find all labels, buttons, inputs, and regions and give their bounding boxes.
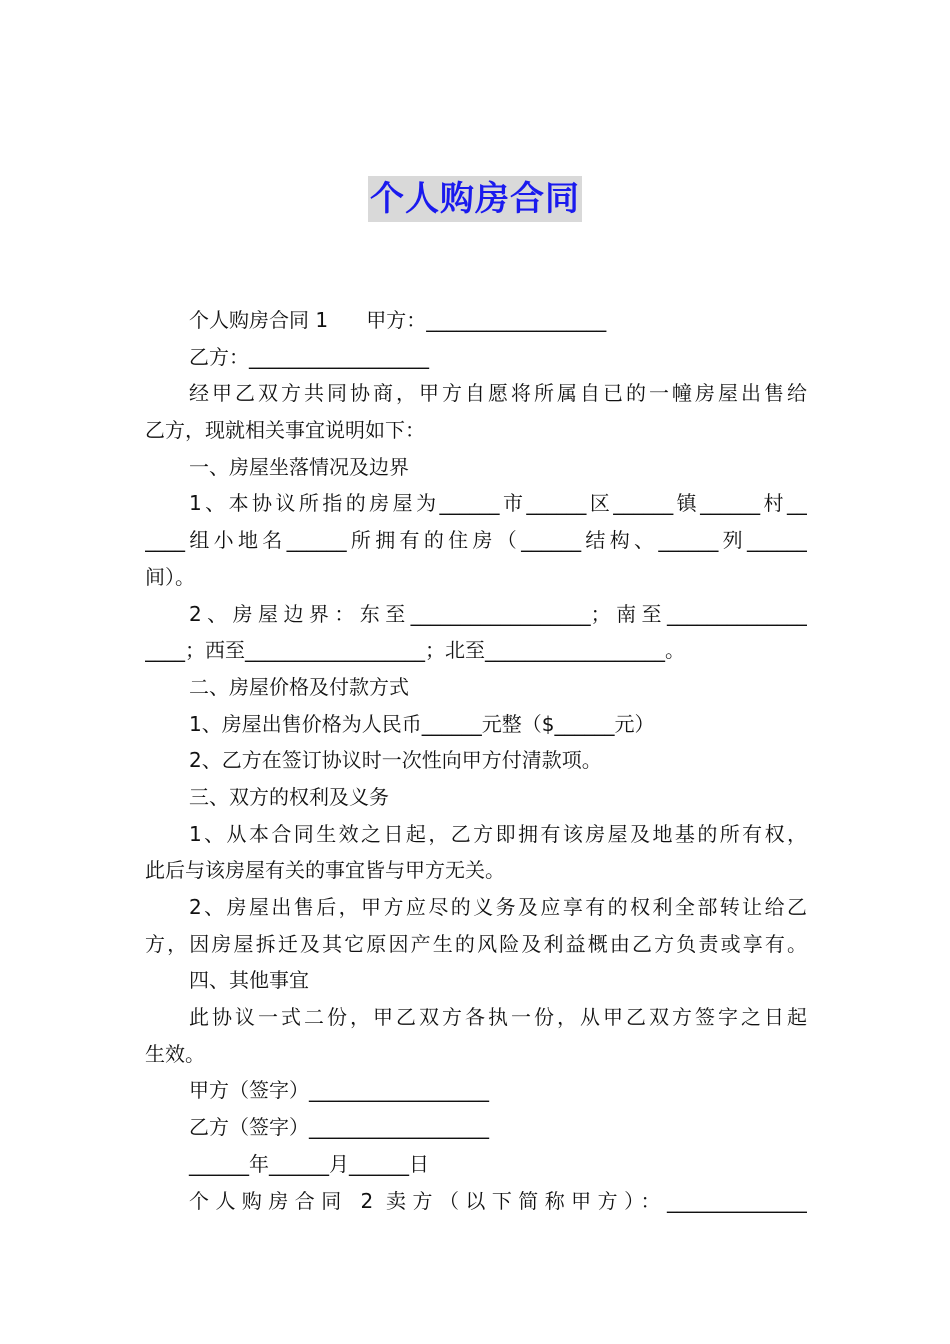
document-line: 1、从本合同生效之日起，乙方即拥有该房屋及地基的所有权， (189, 821, 807, 846)
document-line: 个人购房合同 1 甲方：__________________ (189, 308, 607, 332)
document-line: ______年______月______日 (189, 1151, 429, 1176)
document-line: ____组小地名______所拥有的住房（______结构、______列______ (145, 528, 807, 553)
document-line: 乙方（签字）__________________ (189, 1115, 489, 1140)
document-line: 甲方（签字）__________________ (189, 1078, 489, 1103)
document-line: 三、双方的权利及义务 (189, 784, 389, 809)
document-line: 四、其他事宜 (189, 968, 309, 993)
document-line: 二、房屋价格及付款方式 (189, 674, 409, 699)
title-wrapper (0, 176, 950, 222)
document-line: ____；西至__________________；北至__________________。 (145, 638, 685, 663)
document-line: 生效。 (145, 1041, 205, 1066)
document-line: 一、房屋坐落情况及边界 (189, 454, 409, 479)
document-line: 经甲乙双方共同协商，甲方自愿将所属自已的一幢房屋出售给 (189, 381, 807, 406)
document-line: 间）。 (145, 564, 195, 589)
document-line: 此协议一式二份，甲乙双方各执一份，从甲乙双方签字之日起 (189, 1005, 807, 1030)
document-line: 2、房屋出售后，甲方应尽的义务及应享有的权利全部转让给乙 (189, 895, 807, 919)
document-body (145, 302, 807, 1219)
document-line: 2、房屋边界：东至__________________；南至______________ (189, 601, 807, 626)
document-line: 个人购房合同 2 卖方（以下简称甲方）：______________ (189, 1188, 807, 1213)
document-line: 乙方：__________________ (189, 344, 429, 369)
document-line: 乙方，现就相关事宜说明如下： (145, 418, 425, 443)
document-line: 方，因房屋拆迁及其它原因产生的风险及利益概由乙方负责或享有。 (145, 931, 807, 956)
document-line: 2、乙方在签订协议时一次性向甲方付清款项。 (189, 748, 602, 773)
document-title: 个人购房合同 (368, 176, 582, 222)
document-line: 此后与该房屋有关的事宜皆与甲方无关。 (145, 858, 505, 883)
document-line: 1、房屋出售价格为人民币______元整（$______元） (189, 711, 655, 736)
document-line: 1、本协议所指的房屋为______市______区______镇______村__ (189, 491, 807, 516)
